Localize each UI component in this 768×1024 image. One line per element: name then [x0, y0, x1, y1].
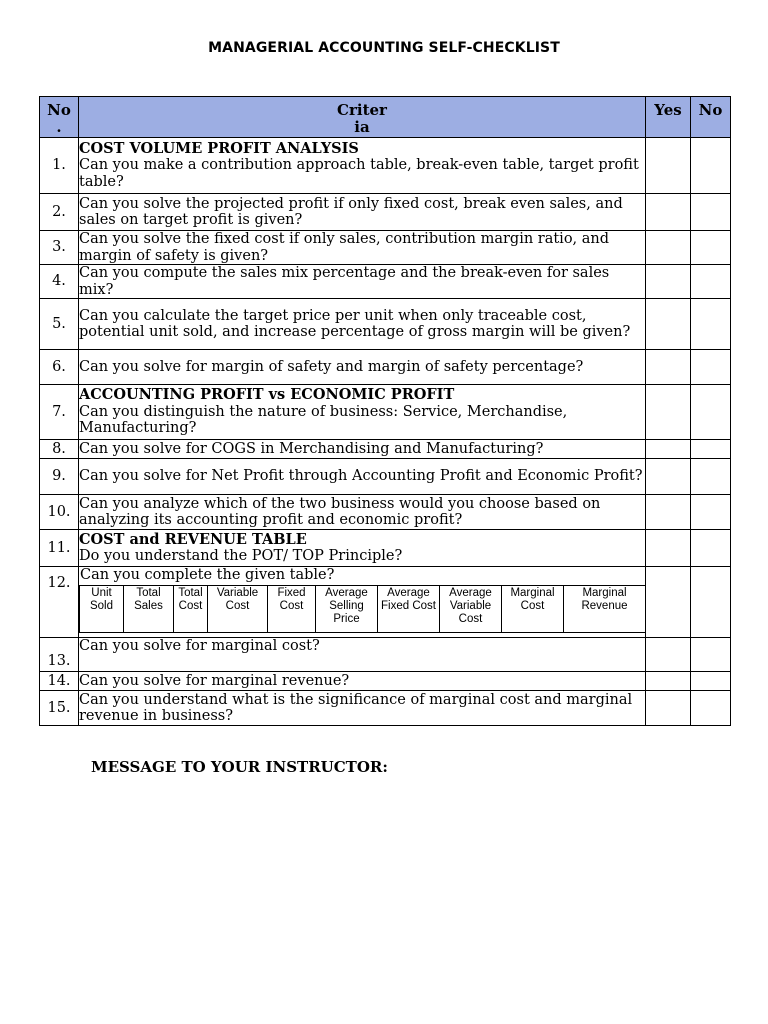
row-number: 9.	[40, 459, 79, 495]
row-criteria	[79, 459, 646, 495]
header-no: No .	[40, 97, 79, 138]
yes-checkbox[interactable]	[646, 299, 691, 350]
no-checkbox[interactable]	[691, 194, 731, 231]
yes-checkbox[interactable]	[646, 530, 691, 567]
yes-checkbox[interactable]	[646, 265, 691, 299]
row-criteria	[79, 691, 646, 726]
row-number: 8.	[40, 440, 79, 459]
row-number: 14.	[40, 672, 79, 691]
section-heading: COST VOLUME PROFIT ANALYSIS	[79, 139, 359, 157]
criteria-text: Can you solve the projected profit if only fixed cost, break even sales, and sales on target profit is given?	[79, 195, 623, 228]
yes-checkbox[interactable]	[646, 691, 691, 726]
yes-checkbox[interactable]	[646, 385, 691, 440]
row-number: 7.	[40, 385, 79, 440]
row-criteria	[79, 265, 646, 299]
yes-checkbox[interactable]	[646, 495, 691, 530]
no-checkbox[interactable]	[691, 138, 731, 194]
subtable-header-cell: Variable Cost	[208, 585, 268, 632]
subtable-header-cell: Average Variable Cost	[440, 585, 502, 632]
row-number: 3.	[40, 231, 79, 265]
no-checkbox[interactable]	[691, 231, 731, 265]
subtable-header-cell: Average Fixed Cost	[378, 585, 440, 632]
yes-checkbox[interactable]	[646, 459, 691, 495]
criteria-text: Can you solve for COGS in Merchandising and Manufacturing?	[79, 440, 544, 457]
no-checkbox[interactable]	[691, 299, 731, 350]
table-row	[40, 194, 731, 231]
row-criteria	[79, 495, 646, 530]
yes-checkbox[interactable]	[646, 194, 691, 231]
row-criteria	[79, 440, 646, 459]
row-criteria	[79, 672, 646, 691]
no-checkbox[interactable]	[691, 350, 731, 385]
row-number: 12.	[40, 567, 79, 638]
no-checkbox[interactable]	[691, 567, 731, 638]
yes-checkbox[interactable]	[646, 350, 691, 385]
yes-checkbox[interactable]	[646, 567, 691, 638]
table-row	[40, 231, 731, 265]
no-checkbox[interactable]	[691, 672, 731, 691]
subtable-header-cell: Unit Sold	[80, 585, 124, 632]
row-criteria	[79, 231, 646, 265]
row-criteria	[79, 638, 646, 672]
criteria-text: Can you analyze which of the two business would you choose based on analyzing its accounting profit and economic profit?	[79, 495, 601, 528]
message-heading: MESSAGE TO YOUR INSTRUCTOR:	[91, 758, 388, 776]
no-checkbox[interactable]	[691, 691, 731, 726]
table-row	[40, 385, 731, 440]
cost-revenue-subtable	[79, 585, 646, 633]
table-row	[40, 672, 731, 691]
section-heading: COST and REVENUE TABLE	[79, 530, 307, 548]
yes-checkbox[interactable]	[646, 672, 691, 691]
row-number: 15.	[40, 691, 79, 726]
table-row	[40, 495, 731, 530]
row-criteria	[79, 385, 646, 440]
criteria-text: Can you compute the sales mix percentage and the break-even for sales mix?	[79, 265, 610, 298]
subtable-header-cell: Total Cost	[174, 585, 208, 632]
criteria-text: Can you solve the fixed cost if only sales, contribution margin ratio, and margin of safety is given?	[79, 231, 610, 264]
no-checkbox[interactable]	[691, 638, 731, 672]
subtable-header-cell: Total Sales	[124, 585, 174, 632]
no-checkbox[interactable]	[691, 459, 731, 495]
table-row	[40, 299, 731, 350]
criteria-text: Do you understand the POT/ TOP Principle?	[79, 548, 403, 564]
row-criteria	[79, 567, 646, 638]
criteria-text: Can you solve for marginal revenue?	[79, 672, 350, 689]
criteria-text: Can you solve for margin of safety and margin of safety percentage?	[79, 358, 584, 375]
yes-checkbox[interactable]	[646, 138, 691, 194]
document-title: MANAGERIAL ACCOUNTING SELF-CHECKLIST	[208, 40, 560, 56]
criteria-text: Can you solve for marginal cost?	[79, 638, 320, 654]
criteria-text: Can you solve for Net Profit through Accounting Profit and Economic Profit?	[79, 468, 643, 485]
subtable-header-cell: Marginal Cost	[502, 585, 564, 632]
row-number: 2.	[40, 194, 79, 231]
no-checkbox[interactable]	[691, 265, 731, 299]
row-number: 5.	[40, 299, 79, 350]
header-no-col: No	[691, 97, 731, 138]
row-criteria	[79, 530, 646, 567]
row-number: 11.	[40, 530, 79, 567]
criteria-text: Can you make a contribution approach table, break-even table, target profit table?	[79, 157, 639, 190]
header-criteria: Criter ia	[79, 97, 646, 138]
subtable-header-cell: Average Selling Price	[316, 585, 378, 632]
section-heading: ACCOUNTING PROFIT vs ECONOMIC PROFIT	[79, 386, 455, 404]
header-yes: Yes	[646, 97, 691, 138]
table-row	[40, 691, 731, 726]
checklist-table	[39, 96, 731, 726]
criteria-text: Can you calculate the target price per unit when only traceable cost, potential unit sold, and increase percentage of gross margin will be given?	[79, 307, 631, 340]
no-checkbox[interactable]	[691, 385, 731, 440]
row-number: 4.	[40, 265, 79, 299]
row-criteria	[79, 138, 646, 194]
table-row	[40, 638, 731, 672]
table-row	[40, 459, 731, 495]
row-number: 10.	[40, 495, 79, 530]
table-row	[40, 567, 731, 638]
row-number: 13.	[40, 638, 79, 672]
yes-checkbox[interactable]	[646, 440, 691, 459]
row-criteria	[79, 194, 646, 231]
subtable-header-cell: Fixed Cost	[268, 585, 316, 632]
table-row	[40, 350, 731, 385]
header-row	[40, 97, 731, 138]
table-row	[40, 265, 731, 299]
yes-checkbox[interactable]	[646, 638, 691, 672]
row-criteria	[79, 350, 646, 385]
table-row	[40, 138, 731, 194]
table-row	[40, 440, 731, 459]
row-number: 1.	[40, 138, 79, 194]
row-criteria	[79, 299, 646, 350]
criteria-text: Can you understand what is the significance of marginal cost and marginal revenue in business?	[79, 691, 633, 724]
table-row	[40, 530, 731, 567]
row-number: 6.	[40, 350, 79, 385]
yes-checkbox[interactable]	[646, 231, 691, 265]
subtable-header-row	[80, 585, 646, 632]
no-checkbox[interactable]	[691, 440, 731, 459]
criteria-text: Can you complete the given table?	[80, 567, 335, 583]
subtable-header-cell: Marginal Revenue	[564, 585, 646, 632]
criteria-text: Can you distinguish the nature of business: Service, Merchandise, Manufacturing?	[79, 403, 568, 437]
no-checkbox[interactable]	[691, 530, 731, 567]
no-checkbox[interactable]	[691, 495, 731, 530]
